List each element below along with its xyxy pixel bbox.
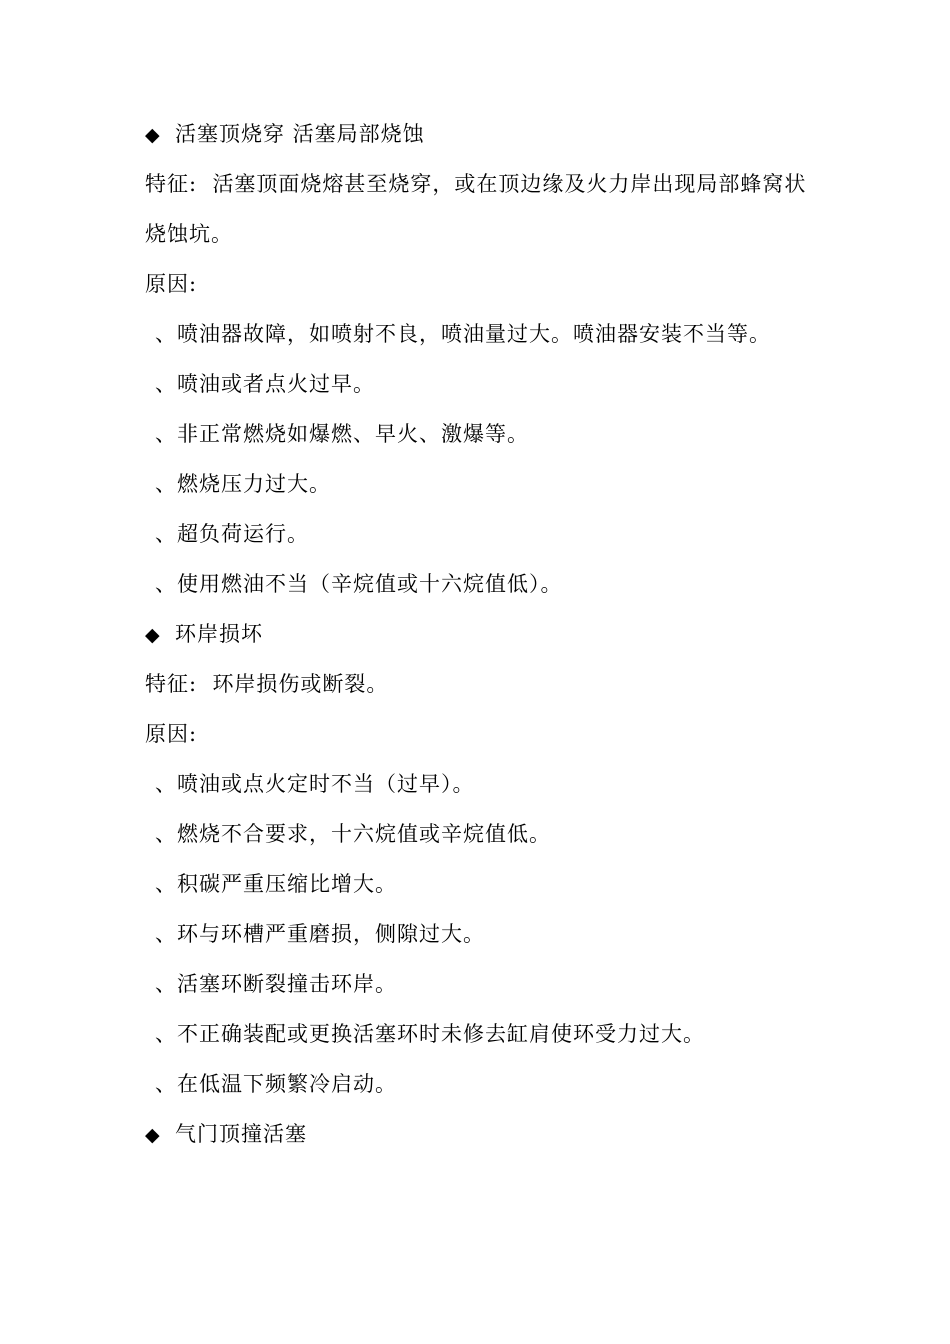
- list-item: 、喷油或点火定时不当（过早）。: [155, 772, 475, 796]
- section-heading: [145, 109, 825, 159]
- diamond-bullet-icon: ◆: [145, 1124, 161, 1146]
- cause-label: 原因:: [145, 272, 198, 296]
- list-item: 、非正常燃烧如爆燃、早火、激爆等。: [155, 422, 529, 446]
- list-item: 、喷油或者点火过早。: [155, 372, 375, 396]
- list-item: 、喷油器故障，如喷射不良，喷油量过大。喷油器安装不当等。: [155, 322, 771, 346]
- feature-paragraph: [145, 659, 825, 709]
- list-item: 、不正确装配或更换活塞环时未修去缸肩使环受力过大。: [155, 1022, 705, 1046]
- cause-label: 原因:: [145, 722, 198, 746]
- section-title: 活塞顶烧穿 活塞局部烧蚀: [175, 122, 425, 146]
- list-item: 、超负荷运行。: [155, 522, 309, 546]
- document-page: [145, 109, 825, 1159]
- list-item: 、环与环槽严重磨损，侧隙过大。: [155, 922, 485, 946]
- section-heading: [145, 1109, 825, 1159]
- section-title: 环岸损坏: [175, 622, 263, 646]
- feature-text: 环岸损伤或断裂。: [212, 672, 389, 696]
- list-item: 、积碳严重压缩比增大。: [155, 872, 397, 896]
- list-item: 、活塞环断裂撞击环岸。: [155, 972, 397, 996]
- list-item: 、燃烧不合要求，十六烷值或辛烷值低。: [155, 822, 551, 846]
- list-item: 、使用燃油不当（辛烷值或十六烷值低）。: [155, 572, 563, 596]
- list-item: 、在低温下频繁冷启动。: [155, 1072, 397, 1096]
- diamond-bullet-icon: ◆: [145, 624, 161, 646]
- feature-text: 活塞顶面烧熔甚至烧穿，或在顶边缘及火力岸出现局部蜂窝状烧蚀坑。: [145, 172, 807, 246]
- list-item: 、燃烧压力过大。: [155, 472, 331, 496]
- feature-paragraph: [145, 159, 825, 259]
- diamond-bullet-icon: ◆: [145, 124, 161, 146]
- feature-label: 特征:: [145, 672, 198, 696]
- section-title: 气门顶撞活塞: [175, 1122, 307, 1146]
- section-heading: [145, 609, 825, 659]
- feature-label: 特征:: [145, 172, 198, 196]
